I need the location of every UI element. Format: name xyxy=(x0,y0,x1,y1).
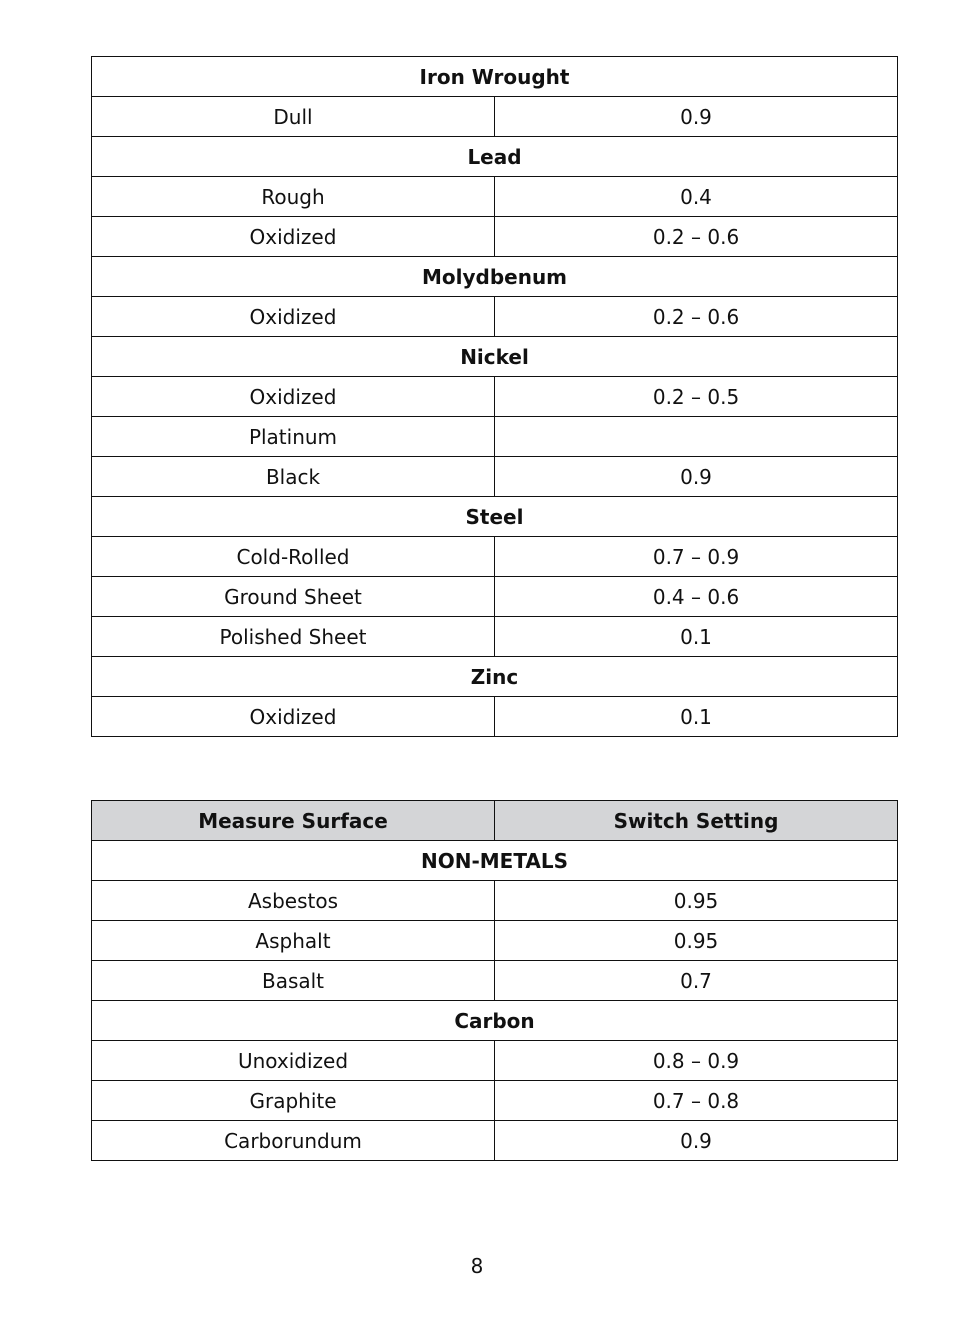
surface-cell: Unoxidized xyxy=(92,1041,495,1081)
surface-cell: Oxidized xyxy=(92,297,495,337)
setting-cell: 0.9 xyxy=(495,1121,898,1161)
surface-cell: Basalt xyxy=(92,961,495,1001)
table-row xyxy=(92,921,898,961)
section-label: NON-METALS xyxy=(92,841,898,881)
measure-surface-header: Measure Surface xyxy=(92,801,495,841)
section-label: Steel xyxy=(92,497,898,537)
surface-cell: Rough xyxy=(92,177,495,217)
surface-cell: Ground Sheet xyxy=(92,577,495,617)
table-row xyxy=(92,617,898,657)
section-row xyxy=(92,257,898,297)
metals-table-body xyxy=(92,57,898,737)
setting-cell: 0.7 xyxy=(495,961,898,1001)
surface-cell: Graphite xyxy=(92,1081,495,1121)
surface-cell: Oxidized xyxy=(92,217,495,257)
section-label: Zinc xyxy=(92,657,898,697)
surface-cell: Oxidized xyxy=(92,377,495,417)
table-row xyxy=(92,537,898,577)
section-row xyxy=(92,657,898,697)
table-row xyxy=(92,417,898,457)
surface-cell: Carborundum xyxy=(92,1121,495,1161)
setting-cell: 0.9 xyxy=(495,457,898,497)
surface-cell: Dull xyxy=(92,97,495,137)
section-label: Lead xyxy=(92,137,898,177)
setting-cell: 0.95 xyxy=(495,881,898,921)
surface-cell: Asphalt xyxy=(92,921,495,961)
setting-cell: 0.9 xyxy=(495,97,898,137)
section-label: Iron Wrought xyxy=(92,57,898,97)
table-row xyxy=(92,217,898,257)
table-row xyxy=(92,297,898,337)
nonmetals-table-body xyxy=(92,841,898,1161)
table-row xyxy=(92,1081,898,1121)
section-row xyxy=(92,137,898,177)
surface-cell: Cold-Rolled xyxy=(92,537,495,577)
section-row xyxy=(92,337,898,377)
switch-setting-header: Switch Setting xyxy=(495,801,898,841)
setting-cell: 0.7 – 0.8 xyxy=(495,1081,898,1121)
setting-cell xyxy=(495,417,898,457)
setting-cell: 0.4 xyxy=(495,177,898,217)
surface-cell: Platinum xyxy=(92,417,495,457)
section-label: Molydbenum xyxy=(92,257,898,297)
setting-cell: 0.8 – 0.9 xyxy=(495,1041,898,1081)
setting-cell: 0.4 – 0.6 xyxy=(495,577,898,617)
section-row xyxy=(92,497,898,537)
table-row xyxy=(92,697,898,737)
table-row xyxy=(92,457,898,497)
table-row xyxy=(92,1121,898,1161)
surface-cell: Black xyxy=(92,457,495,497)
table-row xyxy=(92,881,898,921)
table-row xyxy=(92,961,898,1001)
table-row xyxy=(92,377,898,417)
section-row xyxy=(92,1001,898,1041)
setting-cell: 0.2 – 0.6 xyxy=(495,217,898,257)
setting-cell: 0.7 – 0.9 xyxy=(495,537,898,577)
table-header-row xyxy=(92,801,898,841)
section-row xyxy=(92,841,898,881)
table-row xyxy=(92,1041,898,1081)
table-row xyxy=(92,177,898,217)
setting-cell: 0.1 xyxy=(495,617,898,657)
metals-emissivity-table xyxy=(91,56,898,737)
section-row xyxy=(92,57,898,97)
setting-cell: 0.2 – 0.5 xyxy=(495,377,898,417)
section-label: Carbon xyxy=(92,1001,898,1041)
table-row xyxy=(92,577,898,617)
surface-cell: Polished Sheet xyxy=(92,617,495,657)
surface-cell: Asbestos xyxy=(92,881,495,921)
page-number: 8 xyxy=(470,1254,484,1278)
setting-cell: 0.95 xyxy=(495,921,898,961)
setting-cell: 0.2 – 0.6 xyxy=(495,297,898,337)
nonmetals-emissivity-table xyxy=(91,800,898,1161)
table-row xyxy=(92,97,898,137)
surface-cell: Oxidized xyxy=(92,697,495,737)
setting-cell: 0.1 xyxy=(495,697,898,737)
section-label: Nickel xyxy=(92,337,898,377)
